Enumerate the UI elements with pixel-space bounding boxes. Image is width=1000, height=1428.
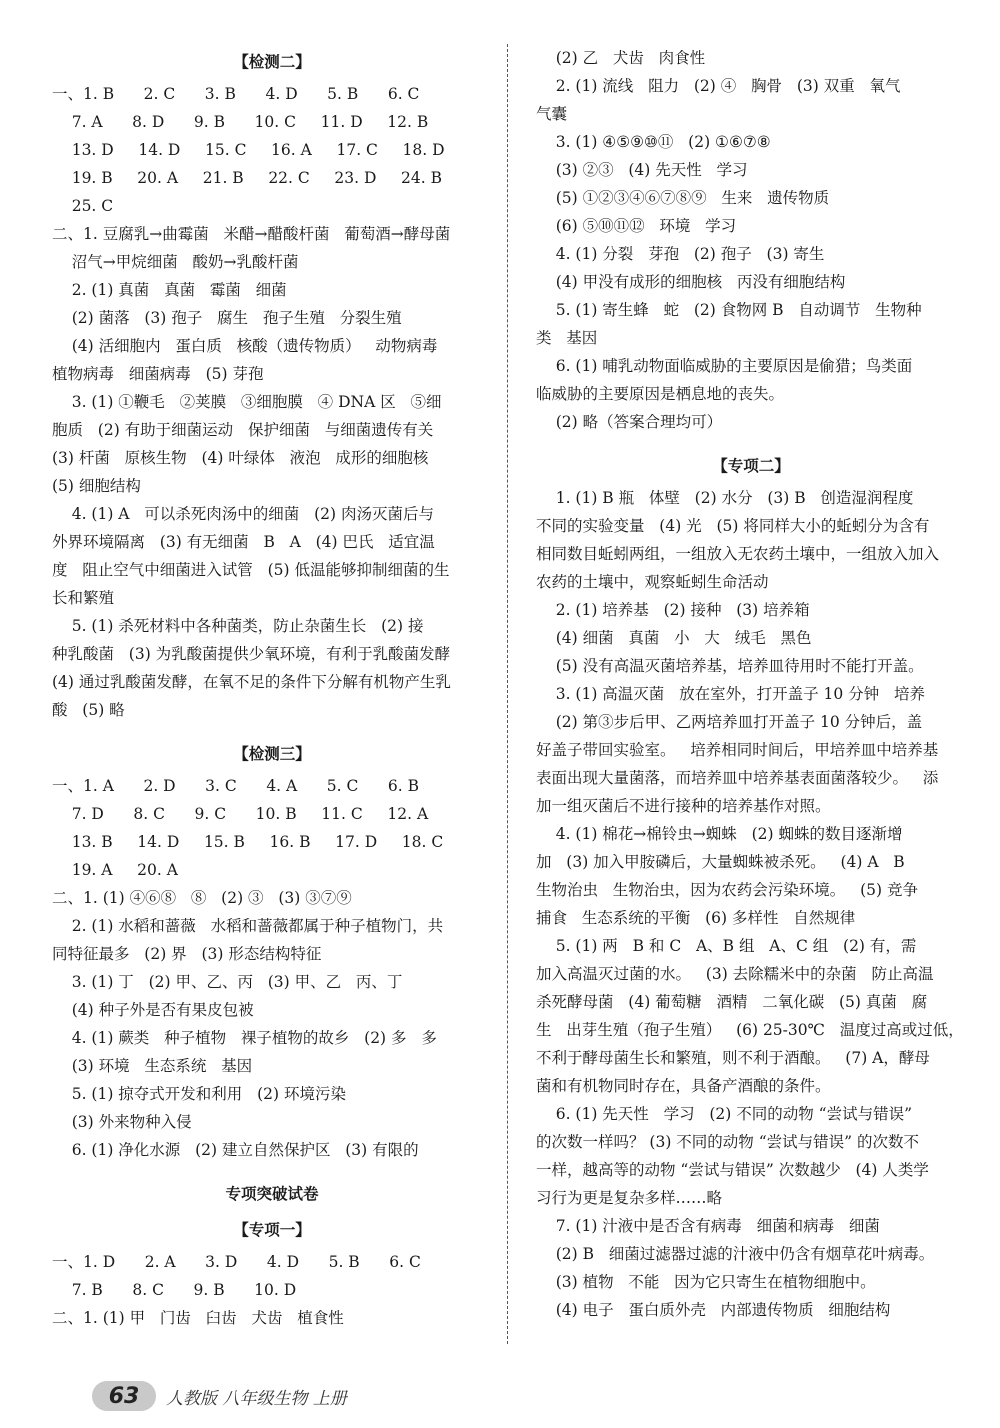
answer-line: (3) 外来物种入侵 xyxy=(52,1113,192,1131)
answer-line: (4) 活细胞内 蛋白质 核酸（遗传物质） 动物病毒 xyxy=(52,337,438,355)
answer-line: 13. D 14. D 15. C 16. A 17. C 18. D xyxy=(52,141,445,159)
answer-line: 类 基因 xyxy=(536,329,598,347)
answer-line: 度 阻止空气中细菌进入试管 (5) 低温能够抑制细菌的生 xyxy=(52,561,450,579)
answer-line: (3) 杆菌 原核生物 (4) 叶绿体 液泡 成形的细胞核 xyxy=(52,449,429,467)
answer-line: 7. A 8. D 9. B 10. C 11. D 12. B xyxy=(52,113,429,131)
answer-line: (2) 略（答案合理均可） xyxy=(536,413,723,431)
answer-line: 6. (1) 净化水源 (2) 建立自然保护区 (3) 有限的 xyxy=(52,1141,419,1159)
answer-line: 4. (1) 棉花→棉铃虫→蜘蛛 (2) 蜘蛛的数目逐渐增 xyxy=(536,825,903,843)
page-number: 63 xyxy=(92,1381,156,1411)
answer-line: 25. C xyxy=(52,197,114,215)
answer-line: 4. (1) 蕨类 种子植物 裸子植物的故乡 (2) 多 多 xyxy=(52,1029,437,1047)
answer-line: (2) 乙 犬齿 肉食性 xyxy=(536,49,706,67)
answer-line: 19. B 20. A 21. B 22. C 23. D 24. B xyxy=(52,169,442,187)
right-column xyxy=(536,44,966,1324)
answer-line: 加 (3) 加入甲胺磷后，大量蜘蛛被杀死。 (4) A B xyxy=(536,853,905,871)
section-heading: 【检测二】 xyxy=(233,52,311,71)
answer-line: 沼气→甲烷细菌 酸奶→乳酸杆菌 xyxy=(52,253,299,271)
answer-line: 不利于酵母菌生长和繁殖，则不利于酒酿。 (7) A，酵母 xyxy=(536,1049,930,1067)
answer-line: (3) 环境 生态系统 基因 xyxy=(52,1057,253,1075)
answer-line: (4) 电子 蛋白质外壳 内部遗传物质 细胞结构 xyxy=(536,1301,891,1319)
answer-line: 菌和有机物同时存在，具备产酒酿的条件。 xyxy=(536,1077,831,1095)
answer-line: 一、1. B 2. C 3. B 4. D 5. B 6. C xyxy=(52,85,420,103)
spacer xyxy=(52,724,492,736)
answer-line: 加一组灭菌后不进行接种的培养基作对照。 xyxy=(536,797,831,815)
answer-line: 6. (1) 先天性 学习 (2) 不同的动物 “尝试与错误” xyxy=(536,1105,913,1123)
answer-line: 相同数目蚯蚓两组，一组放入无农药土壤中，一组放入加入 xyxy=(536,545,940,563)
answer-line: (4) 通过乳酸菌发酵，在氧不足的条件下分解有机物产生乳 xyxy=(52,673,451,691)
answer-line: 二、1. 豆腐乳→曲霉菌 米醋→醋酸杆菌 葡萄酒→酵母菌 xyxy=(52,225,451,243)
spacer xyxy=(52,1164,492,1176)
answer-line: 13. B 14. D 15. B 16. B 17. D 18. C xyxy=(52,833,444,851)
answer-line: 6. (1) 哺乳动物面临威胁的主要原因是偷猎；鸟类面 xyxy=(536,357,913,375)
answer-line: 习行为更是复杂多样……略 xyxy=(536,1189,723,1207)
section-heading: 【检测三】 xyxy=(233,744,311,763)
answer-line: 酸 (5) 略 xyxy=(52,701,125,719)
answer-line: 2. (1) 培养基 (2) 接种 (3) 培养箱 xyxy=(536,601,810,619)
page-footer xyxy=(92,1378,347,1414)
answer-line: (5) 没有高温灭菌培养基，培养皿待用时不能打开盖。 xyxy=(536,657,924,675)
answer-line: 二、1. (1) 甲 门齿 臼齿 犬齿 植食性 xyxy=(52,1309,344,1327)
answer-line: 7. B 8. C 9. B 10. D xyxy=(52,1281,297,1299)
answer-line: 不同的实验变量 (4) 光 (5) 将同样大小的蚯蚓分为含有 xyxy=(536,517,930,535)
answer-line: (4) 种子外是否有果皮包被 xyxy=(52,1001,254,1019)
answer-line: 3. (1) 高温灭菌 放在室外，打开盖子 10 分钟 培养 xyxy=(536,685,925,703)
answer-line: 长和繁殖 xyxy=(52,589,115,607)
answer-line: 2. (1) 真菌 真菌 霉菌 细菌 xyxy=(52,281,287,299)
answer-line: 5. (1) 两 B 和 C A、B 组 A、C 组 (2) 有，需 xyxy=(536,937,917,955)
answer-line: 加入高温灭过菌的水。 (3) 去除糯米中的杂菌 防止高温 xyxy=(536,965,934,983)
answer-line: 捕食 生态系统的平衡 (6) 多样性 自然规律 xyxy=(536,909,856,927)
answer-line: 杀死酵母菌 (4) 葡萄糖 酒精 二氧化碳 (5) 真菌 腐 xyxy=(536,993,928,1011)
answer-line: (5) 细胞结构 xyxy=(52,477,141,495)
answer-line: 植物病毒 细菌病毒 (5) 芽孢 xyxy=(52,365,264,383)
answer-line: 2. (1) 流线 阻力 (2) ④ 胸骨 (3) 双重 氧气 xyxy=(536,77,901,95)
answer-line: (3) 植物 不能 因为它只寄生在植物细胞中。 xyxy=(536,1273,876,1291)
answer-line: 3. (1) 丁 (2) 甲、乙、丙 (3) 甲、乙 丙、丁 xyxy=(52,973,403,991)
answer-line: 5. (1) 寄生蜂 蛇 (2) 食物网 B 自动调节 生物种 xyxy=(536,301,922,319)
column-divider xyxy=(507,44,508,1344)
answer-line: 7. D 8. C 9. C 10. B 11. C 12. A xyxy=(52,805,429,823)
answer-line: 5. (1) 杀死材料中各种菌类，防止杂菌生长 (2) 接 xyxy=(52,617,424,635)
answer-line: 胞质 (2) 有助于细菌运动 保护细菌 与细菌遗传有关 xyxy=(52,421,434,439)
footer-text: 人教版 八年级生物 上册 xyxy=(166,1388,347,1409)
answer-line: 4. (1) 分裂 芽孢 (2) 孢子 (3) 寄生 xyxy=(536,245,825,263)
section-heading: 【专项一】 xyxy=(233,1220,311,1239)
answer-line: 二、1. (1) ④⑥⑧ ⑧ (2) ③ (3) ③⑦⑨ xyxy=(52,889,352,907)
left-column xyxy=(52,44,492,1332)
answer-line: 一、1. D 2. A 3. D 4. D 5. B 6. C xyxy=(52,1253,421,1271)
answer-line: 生 出芽生殖（孢子生殖） (6) 25-30℃ 温度过高或过低， xyxy=(536,1021,964,1039)
answer-line: (4) 细菌 真菌 小 大 绒毛 黑色 xyxy=(536,629,812,647)
answer-line: 气囊 xyxy=(536,105,568,123)
answer-line: (3) ②③ (4) 先天性 学习 xyxy=(536,161,748,179)
answer-line: 7. (1) 汁液中是否含有病毒 细菌和病毒 细菌 xyxy=(536,1217,880,1235)
answer-line: 3. (1) ①鞭毛 ②荚膜 ③细胞膜 ④ DNA 区 ⑤细 xyxy=(52,393,442,411)
answer-line: (2) 菌落 (3) 孢子 腐生 孢子生殖 分裂生殖 xyxy=(52,309,402,327)
answer-line: 农药的土壤中，观察蚯蚓生命活动 xyxy=(536,573,769,591)
section-heading: 专项突破试卷 xyxy=(225,1184,319,1203)
answer-line: (4) 甲没有成形的细胞核 丙没有细胞结构 xyxy=(536,273,846,291)
answer-line: 2. (1) 水稻和蔷薇 水稻和蔷薇都属于种子植物门，共 xyxy=(52,917,444,935)
answer-line: 5. (1) 掠夺式开发和利用 (2) 环境污染 xyxy=(52,1085,346,1103)
answer-line: 表面出现大量菌落，而培养皿中培养基表面菌落较少。 添 xyxy=(536,769,939,787)
answer-line: (5) ①②③④⑥⑦⑧⑨ 生来 遗传物质 xyxy=(536,189,830,207)
answer-line: 临威胁的主要原因是栖息地的丧失。 xyxy=(536,385,785,403)
answer-line: 生物治虫 生物治虫，因为农药会污染环境。 (5) 竞争 xyxy=(536,881,918,899)
answer-line: 同特征最多 (2) 界 (3) 形态结构特征 xyxy=(52,945,322,963)
answer-line: (2) 第③步后甲、乙两培养皿打开盖子 10 分钟后，盖 xyxy=(536,713,923,731)
answer-line: 一样，越高等的动物 “尝试与错误” 次数越少 (4) 人类学 xyxy=(536,1161,929,1179)
answer-line: 4. (1) A 可以杀死肉汤中的细菌 (2) 肉汤灭菌后与 xyxy=(52,505,434,523)
section-heading: 【专项二】 xyxy=(712,456,790,475)
answer-line: 外界环境隔离 (3) 有无细菌 B A (4) 巴氏 适宜温 xyxy=(52,533,435,551)
answer-line: 的次数一样吗？ (3) 不同的动物 “尝试与错误” 的次数不 xyxy=(536,1133,920,1151)
answer-line: 1. (1) B 瓶 体壁 (2) 水分 (3) B 创造湿润程度 xyxy=(536,489,914,507)
answer-line: 3. (1) ④⑤⑨⑩⑪ (2) ①⑥⑦⑧ xyxy=(536,133,771,151)
spacer xyxy=(536,436,966,448)
answer-line: (6) ⑤⑩⑪⑫ 环境 学习 xyxy=(536,217,737,235)
answer-line: 种乳酸菌 (3) 为乳酸菌提供少氧环境，有利于乳酸菌发酵 xyxy=(52,645,451,663)
answer-line: 一、1. A 2. D 3. C 4. A 5. C 6. B xyxy=(52,777,420,795)
answer-line: 好盖子带回实验室。 培养相同时间后，甲培养皿中培养基 xyxy=(536,741,939,759)
answer-line: 19. A 20. A xyxy=(52,861,178,879)
answer-line: (2) B 细菌过滤器过滤的汁液中仍含有烟草花叶病毒。 xyxy=(536,1245,935,1263)
